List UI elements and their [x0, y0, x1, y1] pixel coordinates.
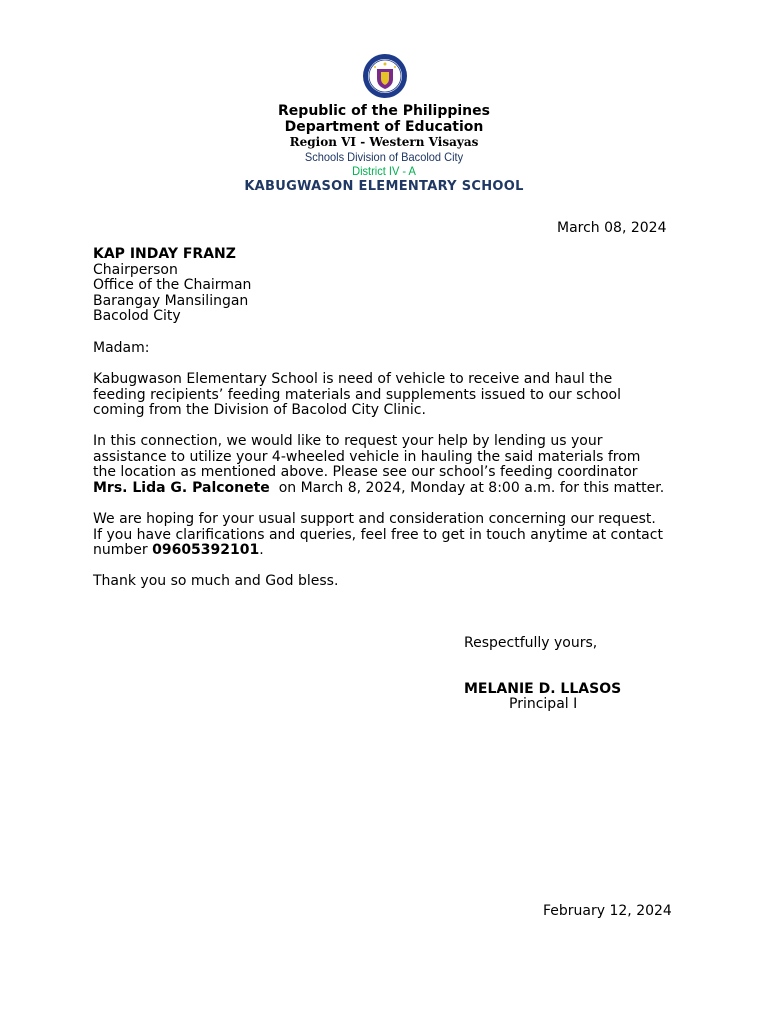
recipient-line: Chairperson [93, 261, 178, 278]
deped-seal-icon [356, 52, 414, 100]
paragraph-line: coming from the Division of Bacolod City Clinic. [93, 402, 426, 419]
paragraph-line-tail: on March 8, 2024, Monday at 8:00 a.m. for this matter. [269, 479, 665, 496]
paragraph-line: feeding recipients’ feeding materials and supplements issued to our school [93, 386, 621, 403]
paragraph-1 [93, 372, 693, 419]
recipient-line: Bacolod City [93, 308, 181, 325]
paragraph-line: the location as mentioned above. Please see our school’s feeding coordinator [93, 464, 638, 481]
paragraph-line [93, 481, 693, 497]
paragraph-line: We are hoping for your usual support and consideration concerning our request. [93, 511, 656, 527]
letterhead-department: Department of Education [284, 119, 484, 135]
paragraph-line: Kabugwason Elementary School is need of vehicle to receive and haul the [93, 371, 613, 387]
letterhead-division: Schools Division of Bacolod City [304, 150, 464, 164]
letterhead-school: KABUGWASON ELEMENTARY SCHOOL [244, 179, 524, 194]
recipient-line: Office of the Chairman [93, 277, 252, 294]
footer-date: February 12, 2024 [543, 903, 672, 919]
paragraph-4: Thank you so much and God bless. [93, 573, 339, 589]
paragraph-2 [93, 434, 693, 496]
letter-date: March 08, 2024 [557, 220, 667, 236]
signatory-title: Principal I [509, 696, 578, 712]
letterhead-district: District IV - A [352, 164, 416, 178]
paragraph-3 [93, 512, 693, 559]
contact-suffix: . [259, 542, 264, 559]
salutation: Madam: [93, 340, 150, 356]
paragraph-line: assistance to utilize your 4-wheeled vehicle in hauling the said materials from [93, 448, 641, 465]
coordinator-name: Mrs. Lida G. Palconete [93, 479, 270, 496]
contact-number: 09605392101 [152, 542, 260, 559]
paragraph-line: If you have clarifications and queries, feel free to get in touch anytime at contact [93, 526, 663, 543]
letterhead-country: Republic of the Philippines [278, 103, 490, 119]
recipient-line: Barangay Mansilingan [93, 292, 249, 309]
paragraph-line [93, 543, 693, 559]
letterhead-region: Region VI - Western Visayas [289, 135, 479, 149]
paragraph-line: In this connection, we would like to request your help by lending us your [93, 433, 603, 449]
recipient-name: KAP INDAY FRANZ [93, 246, 236, 262]
contact-prefix: number [93, 542, 153, 559]
closing: Respectfully yours, [464, 635, 598, 651]
recipient-block [93, 247, 251, 325]
signatory-name: MELANIE D. LLASOS [464, 681, 622, 697]
